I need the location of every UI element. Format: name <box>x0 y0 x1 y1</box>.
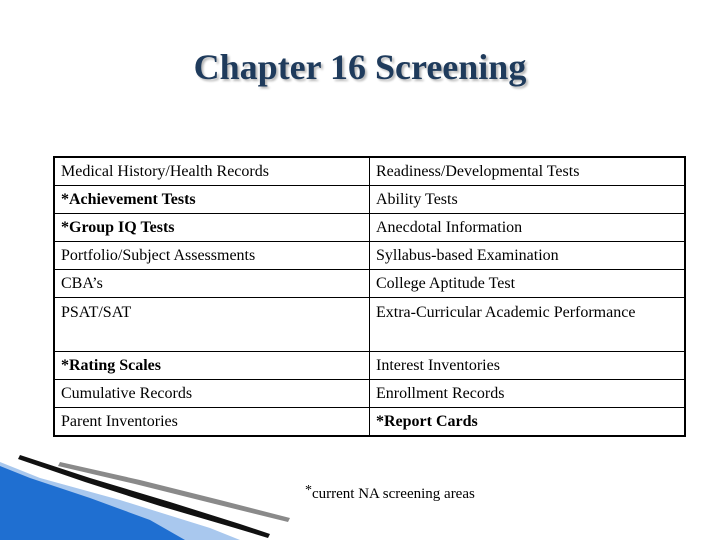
table-cell-right: Anecdotal Information <box>370 214 686 242</box>
footnote-text: current NA screening areas <box>312 486 475 502</box>
table-cell-right: Interest Inventories <box>370 352 686 380</box>
table-row <box>54 214 685 242</box>
table-cell-right: Ability Tests <box>370 186 686 214</box>
table-cell-left: Cumulative Records <box>54 380 370 408</box>
table-row <box>54 186 685 214</box>
table-row <box>54 270 685 298</box>
page-title: Chapter 16 Screening <box>193 47 527 87</box>
table-cell-left: Portfolio/Subject Assessments <box>54 242 370 270</box>
screening-table-body <box>54 157 685 436</box>
table-cell-left: *Achievement Tests <box>54 186 370 214</box>
table-cell-right: *Report Cards <box>370 408 686 437</box>
table-cell-left: *Rating Scales <box>54 352 370 380</box>
footnote-asterisk: * <box>305 483 312 498</box>
footnote <box>305 483 475 503</box>
table-cell-right: College Aptitude Test <box>370 270 686 298</box>
table-cell-left: Parent Inventories <box>54 408 370 437</box>
screening-table <box>53 156 686 437</box>
table-row <box>54 298 685 352</box>
table-row <box>54 380 685 408</box>
table-cell-right: Syllabus-based Examination <box>370 242 686 270</box>
table-cell-right: Enrollment Records <box>370 380 686 408</box>
table-row <box>54 408 685 437</box>
table-row <box>54 242 685 270</box>
table-cell-right: Extra-Curricular Academic Performance <box>370 298 686 352</box>
table-row <box>54 157 685 186</box>
table-cell-left: PSAT/SAT <box>54 298 370 352</box>
table-cell-left: *Group IQ Tests <box>54 214 370 242</box>
table-row <box>54 352 685 380</box>
table-cell-left: CBA’s <box>54 270 370 298</box>
table-cell-right: Readiness/Developmental Tests <box>370 157 686 186</box>
screening-table-container <box>53 156 686 437</box>
table-cell-left: Medical History/Health Records <box>54 157 370 186</box>
